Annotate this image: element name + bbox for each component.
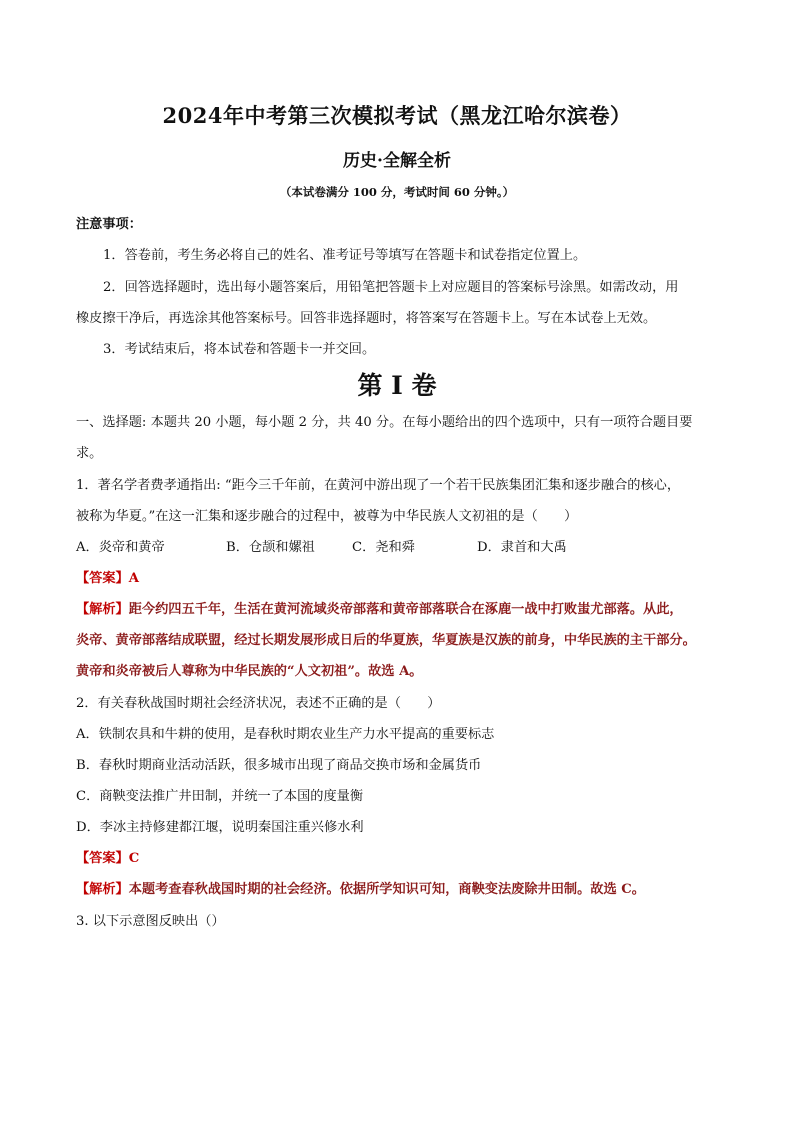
notice-item-2: 2．回答选择题时，选出每小题答案后，用铅笔把答题卡上对应题目的答案标号涂黑。如需改动，用: [103, 280, 679, 295]
question-2-analysis: [76, 881, 726, 899]
notice-heading: 注意事项：: [76, 217, 142, 232]
analysis-text: 距今约四五千年，生活在黄河流域炎帝部落和黄帝部落联合在涿鹿一战中打败蚩尤部落。从此，: [128, 602, 683, 617]
question-2-answer: [76, 850, 726, 868]
section-intro-line-2: 求。: [76, 446, 103, 461]
question-2-stem: 2．有关春秋战国时期社会经济状况，表述不正确的是（ ）: [76, 696, 441, 711]
analysis-text: 本题考查春秋战国时期的社会经济。依据所学知识可知，商鞅变法废除井田制。故选 C。: [128, 882, 645, 897]
question-3-stem: 3. 以下示意图反映出（）: [76, 914, 225, 929]
score-note: （本试卷满分 100 分，考试时间 60 分钟。）: [279, 185, 515, 199]
exam-title: 2024年中考第三次模拟考试（黑龙江哈尔滨卷）: [162, 103, 632, 128]
question-2-option-a: A．铁制农具和牛耕的使用，是春秋时期农业生产力水平提高的重要标志: [76, 727, 495, 742]
question-1-option-b: B．仓颉和嫘祖: [226, 540, 315, 555]
notice-item-1: 1．答卷前，考生务必将自己的姓名、准考证号等填写在答题卡和试卷指定位置上。: [103, 248, 587, 263]
answer-label: 【答案】: [76, 571, 129, 586]
exam-subtitle: 历史·全解全析: [343, 151, 451, 171]
question-1-analysis-line-2: 炎帝、黄帝部落结成联盟，经过长期发展形成日后的华夏族，华夏族是汉族的前身，中华民族的主干部分。: [76, 633, 696, 648]
question-1-stem-line-1: 1．著名学者费孝通指出: “距今三千年前，在黄河中游出现了一个若干民族集团汇集和逐步融合的核心，: [76, 478, 681, 493]
analysis-label: 【解析】: [76, 602, 129, 617]
question-1-analysis-line-3: 黄帝和炎帝被后人尊称为中华民族的“人文初祖”。故选 A。: [76, 664, 423, 679]
question-1-stem-line-2: 被称为华夏。”在这一汇集和逐步融合的过程中，被尊为中华民族人文初祖的是（ ）: [76, 509, 578, 524]
analysis-label: 【解析】: [76, 882, 129, 897]
answer-value: C: [128, 851, 140, 866]
notice-item-3: 3．考试结束后，将本试卷和答题卡一并交回。: [103, 342, 376, 357]
question-2-option-b: B．春秋时期商业活动活跃，很多城市出现了商品交换市场和金属货币: [76, 758, 482, 773]
question-1-answer: [76, 570, 726, 588]
answer-label: 【答案】: [76, 851, 129, 866]
question-2-option-c: C．商鞅变法推广井田制，并统一了本国的度量衡: [76, 789, 364, 804]
notice-item-2-cont: 橡皮擦干净后，再选涂其他答案标号。回答非选择题时，将答案写在答题卡上。写在本试卷上无效。: [76, 311, 657, 326]
question-1-analysis-line-1: [76, 601, 726, 619]
question-2-option-d: D．李冰主持修建都江堰，说明秦国注重兴修水利: [76, 820, 364, 835]
answer-value: A: [128, 571, 139, 586]
question-1-option-a: A．炎帝和黄帝: [76, 540, 165, 555]
question-1-option-d: D．隶首和大禹: [477, 540, 567, 555]
section-title: 第 I 卷: [357, 371, 437, 400]
question-1-option-c: C．尧和舜: [352, 540, 415, 555]
section-intro-line-1: 一、选择题: 本题共 20 小题，每小题 2 分，共 40 分。在每小题给出的四个选项中，只有一项符合题目要: [76, 415, 693, 430]
